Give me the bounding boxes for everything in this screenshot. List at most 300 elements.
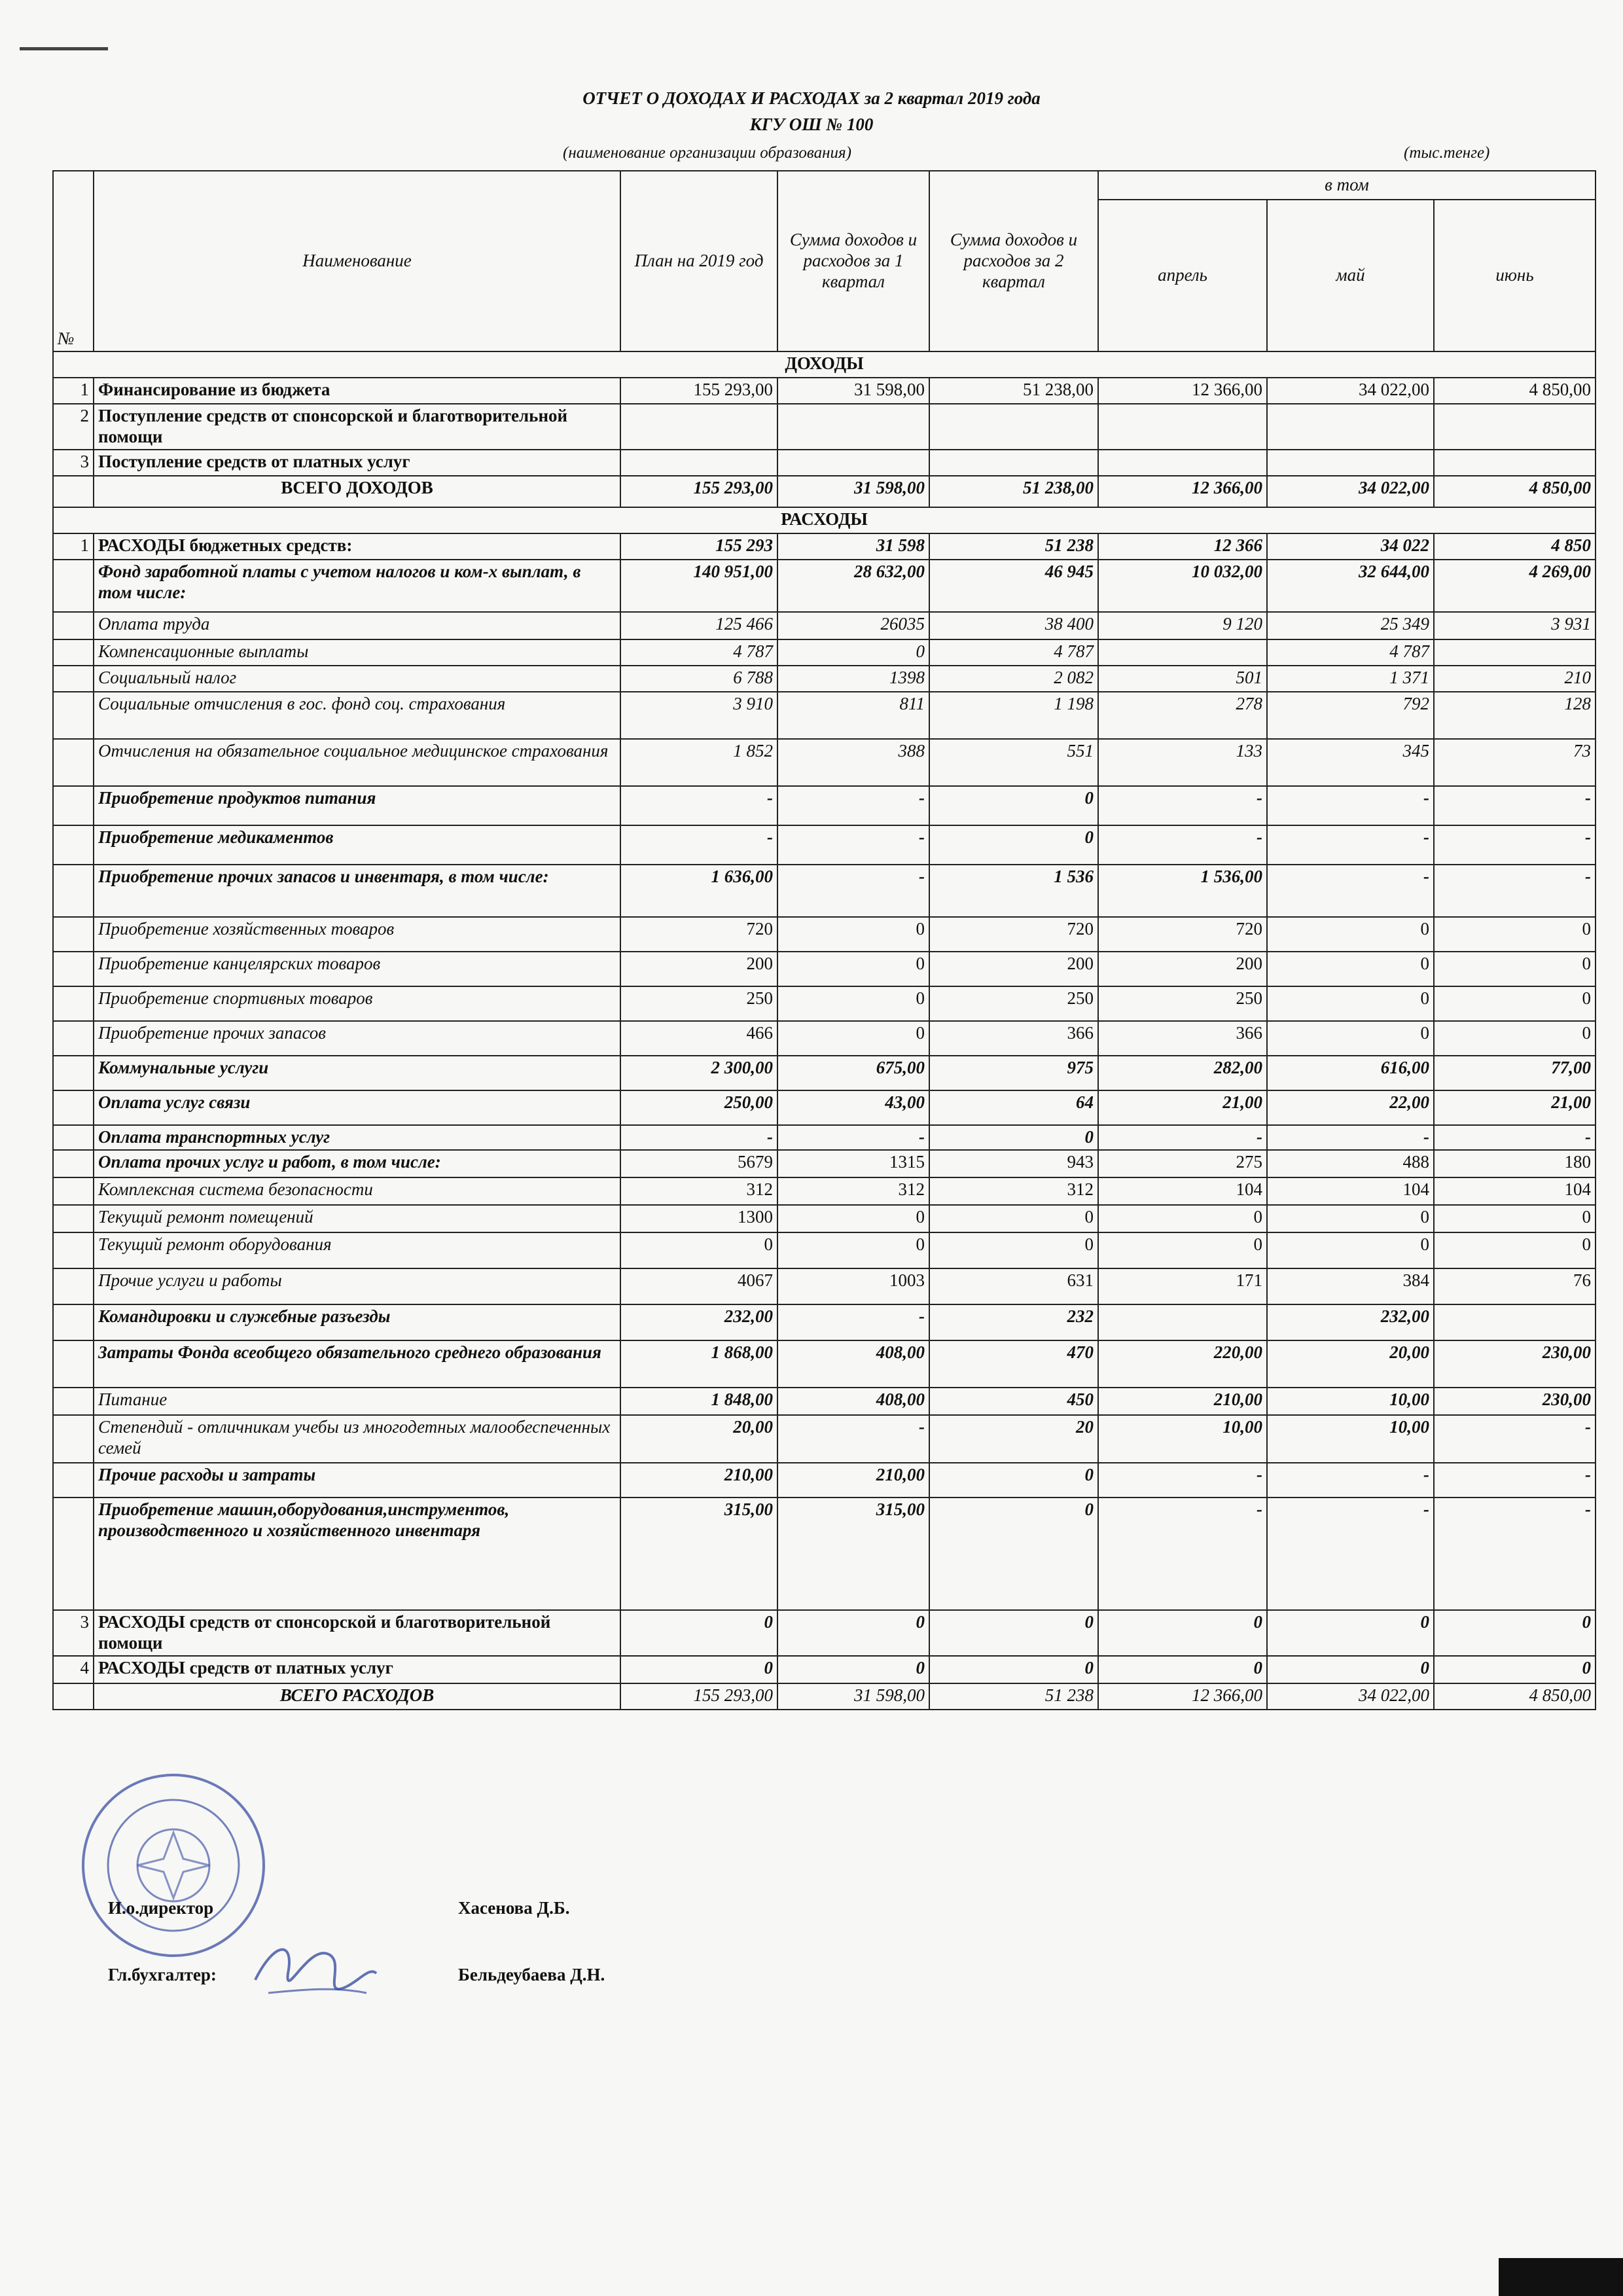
director-label: И.о.директор — [108, 1898, 214, 1918]
cell-m1: 171 — [1098, 1268, 1267, 1304]
cell-q1: 31 598,00 — [777, 378, 929, 404]
table-row — [53, 404, 1596, 450]
column-group: в том — [1098, 171, 1596, 200]
column-name: Наименование — [94, 171, 620, 351]
cell-m1: 12 366,00 — [1098, 476, 1267, 507]
cell-m3: - — [1434, 1415, 1596, 1463]
row-number — [53, 612, 94, 639]
cell-plan: - — [620, 1125, 777, 1150]
cell-m2: - — [1267, 1463, 1434, 1498]
row-name: Комплексная система безопасности — [94, 1177, 620, 1205]
cell-m3: 230,00 — [1434, 1388, 1596, 1415]
row-number — [53, 1232, 94, 1268]
cell-q2: 46 945 — [929, 560, 1098, 612]
cell-plan: 0 — [620, 1232, 777, 1268]
cell-plan — [620, 404, 777, 450]
table-row — [53, 739, 1596, 786]
cell-m2: 22,00 — [1267, 1090, 1434, 1125]
row-name: Фонд заработной платы с учетом налогов и ком-х выплат, в том числе: — [94, 560, 620, 612]
row-number — [53, 1090, 94, 1125]
cell-q1: 1315 — [777, 1150, 929, 1177]
cell-m3: 0 — [1434, 986, 1596, 1021]
cell-plan: 312 — [620, 1177, 777, 1205]
cell-q2: 0 — [929, 1656, 1098, 1683]
cell-m3: 104 — [1434, 1177, 1596, 1205]
cell-m1: 220,00 — [1098, 1340, 1267, 1388]
cell-m3: - — [1434, 825, 1596, 865]
cell-m3: 0 — [1434, 1610, 1596, 1656]
table-row — [53, 1304, 1596, 1340]
row-number — [53, 476, 94, 507]
cell-m2: 0 — [1267, 952, 1434, 986]
row-name: Текущий ремонт помещений — [94, 1205, 620, 1232]
column-q1: Сумма доходов и расходов за 1 квартал — [777, 171, 929, 351]
cell-q1: 31 598 — [777, 533, 929, 560]
cell-q2: 631 — [929, 1268, 1098, 1304]
row-number — [53, 666, 94, 692]
cell-m3: 4 850,00 — [1434, 378, 1596, 404]
cell-q1: - — [777, 1304, 929, 1340]
cell-m1: 104 — [1098, 1177, 1267, 1205]
row-number — [53, 1498, 94, 1610]
cell-m2: 25 349 — [1267, 612, 1434, 639]
table-row — [53, 952, 1596, 986]
cell-plan: 315,00 — [620, 1498, 777, 1610]
row-name: Коммунальные услуги — [94, 1056, 620, 1090]
table-row — [53, 1232, 1596, 1268]
cell-q2: 51 238,00 — [929, 378, 1098, 404]
cell-plan: 125 466 — [620, 612, 777, 639]
cell-q1: 0 — [777, 1610, 929, 1656]
income-total-row — [53, 476, 1596, 507]
cell-m1: 366 — [1098, 1021, 1267, 1056]
cell-m3: 21,00 — [1434, 1090, 1596, 1125]
cell-plan: 5679 — [620, 1150, 777, 1177]
cell-q2: 0 — [929, 825, 1098, 865]
cell-q1: 0 — [777, 1232, 929, 1268]
cell-q2: 2 082 — [929, 666, 1098, 692]
cell-m3: 0 — [1434, 1232, 1596, 1268]
cell-q1: 1003 — [777, 1268, 929, 1304]
table-row — [53, 560, 1596, 612]
cell-q1: 31 598,00 — [777, 1683, 929, 1710]
cell-m3 — [1434, 639, 1596, 666]
signature-scribble — [249, 1928, 380, 2019]
cell-plan: 210,00 — [620, 1463, 777, 1498]
cell-q2: 0 — [929, 1205, 1098, 1232]
cell-plan: 4 787 — [620, 639, 777, 666]
cell-plan: 4067 — [620, 1268, 777, 1304]
cell-plan: 155 293 — [620, 533, 777, 560]
row-name: Текущий ремонт оборудования — [94, 1232, 620, 1268]
cell-q1: 28 632,00 — [777, 560, 929, 612]
cell-m1: 720 — [1098, 917, 1267, 952]
row-name: РАСХОДЫ средств от спонсорской и благотворительной помощи — [94, 1610, 620, 1656]
cell-q1: - — [777, 1415, 929, 1463]
row-name: Оплата транспортных услуг — [94, 1125, 620, 1150]
row-name: РАСХОДЫ средств от платных услуг — [94, 1656, 620, 1683]
cell-plan: 466 — [620, 1021, 777, 1056]
cell-q1: 0 — [777, 917, 929, 952]
table-row — [53, 1498, 1596, 1610]
cell-m2: 0 — [1267, 1232, 1434, 1268]
cell-q1: 312 — [777, 1177, 929, 1205]
cell-q1: 388 — [777, 739, 929, 786]
cell-m2: 345 — [1267, 739, 1434, 786]
cell-plan: 155 293,00 — [620, 476, 777, 507]
row-number: 1 — [53, 533, 94, 560]
cell-m1: 1 536,00 — [1098, 865, 1267, 917]
cell-q1: 43,00 — [777, 1090, 929, 1125]
cell-q2: 470 — [929, 1340, 1098, 1388]
row-name: Приобретение канцелярских товаров — [94, 952, 620, 986]
report-title: ОТЧЕТ О ДОХОДАХ И РАСХОДАХ за 2 квартал 2019 года — [582, 88, 1041, 108]
cell-q2: 366 — [929, 1021, 1098, 1056]
row-number — [53, 1125, 94, 1150]
cell-m1: 200 — [1098, 952, 1267, 986]
row-number — [53, 865, 94, 917]
row-name: Поступление средств от спонсорской и благотворительной помощи — [94, 404, 620, 450]
section-income-label: ДОХОДЫ — [53, 351, 1596, 378]
cell-plan: 155 293,00 — [620, 1683, 777, 1710]
cell-plan: 200 — [620, 952, 777, 986]
cell-q1: 408,00 — [777, 1340, 929, 1388]
table-row — [53, 1150, 1596, 1177]
cell-m2: 0 — [1267, 1610, 1434, 1656]
cell-q1: - — [777, 825, 929, 865]
cell-m2: - — [1267, 1498, 1434, 1610]
row-name: Приобретение медикаментов — [94, 825, 620, 865]
cell-m3: 4 850,00 — [1434, 476, 1596, 507]
column-june: июнь — [1434, 200, 1596, 351]
cell-q2: 720 — [929, 917, 1098, 952]
table-row — [53, 1268, 1596, 1304]
cell-m3 — [1434, 450, 1596, 476]
cell-plan: 1 848,00 — [620, 1388, 777, 1415]
cell-m2: 34 022,00 — [1267, 1683, 1434, 1710]
table-row — [53, 865, 1596, 917]
cell-m3: 4 850 — [1434, 533, 1596, 560]
table-row — [53, 666, 1596, 692]
cell-m1: 250 — [1098, 986, 1267, 1021]
cell-m1: 133 — [1098, 739, 1267, 786]
organization-name: КГУ ОШ № 100 — [749, 115, 874, 134]
cell-q2: 0 — [929, 1125, 1098, 1150]
cell-q2: 0 — [929, 786, 1098, 825]
row-number — [53, 1415, 94, 1463]
cell-m3: - — [1434, 1498, 1596, 1610]
table-row — [53, 612, 1596, 639]
cell-m3: 210 — [1434, 666, 1596, 692]
table-row — [53, 786, 1596, 825]
cell-m2: 4 787 — [1267, 639, 1434, 666]
table-row — [53, 1463, 1596, 1498]
cell-plan: 720 — [620, 917, 777, 952]
cell-plan: 1 868,00 — [620, 1340, 777, 1388]
row-name: Питание — [94, 1388, 620, 1415]
row-name: Оплата прочих услуг и работ, в том числе: — [94, 1150, 620, 1177]
cell-m3: 0 — [1434, 952, 1596, 986]
cell-m3: 128 — [1434, 692, 1596, 739]
column-q2: Сумма доходов и расходов за 2 квартал — [929, 171, 1098, 351]
cell-plan: 2 300,00 — [620, 1056, 777, 1090]
row-number — [53, 1205, 94, 1232]
cell-q2: 0 — [929, 1610, 1098, 1656]
accountant-label: Гл.бухгалтер: — [108, 1965, 217, 1984]
cell-m1: 21,00 — [1098, 1090, 1267, 1125]
column-april: апрель — [1098, 200, 1267, 351]
row-name: Поступление средств от платных услуг — [94, 450, 620, 476]
cell-m2: 0 — [1267, 986, 1434, 1021]
cell-plan: 232,00 — [620, 1304, 777, 1340]
column-may: май — [1267, 200, 1434, 351]
row-name: Приобретение машин,оборудования,инструментов, производственного и хозяйственного инвентаря — [94, 1498, 620, 1610]
cell-q2: 51 238 — [929, 533, 1098, 560]
cell-m1 — [1098, 639, 1267, 666]
cell-q1: 31 598,00 — [777, 476, 929, 507]
cell-q2: 1 198 — [929, 692, 1098, 739]
row-number — [53, 1683, 94, 1710]
table-row — [53, 1340, 1596, 1388]
section-expenses-label: РАСХОДЫ — [53, 507, 1596, 533]
cell-m2: 0 — [1267, 1205, 1434, 1232]
cell-plan: 1 852 — [620, 739, 777, 786]
cell-m1: 501 — [1098, 666, 1267, 692]
cell-plan: - — [620, 786, 777, 825]
cell-m1: - — [1098, 1125, 1267, 1150]
cell-plan: 0 — [620, 1610, 777, 1656]
cell-m3: - — [1434, 1125, 1596, 1150]
row-number — [53, 986, 94, 1021]
row-number — [53, 1340, 94, 1388]
cell-m1: 0 — [1098, 1610, 1267, 1656]
cell-q1: 0 — [777, 1021, 929, 1056]
cell-m3: 0 — [1434, 917, 1596, 952]
cell-m1: - — [1098, 786, 1267, 825]
row-number: 4 — [53, 1656, 94, 1683]
cell-m2: 104 — [1267, 1177, 1434, 1205]
table-row — [53, 692, 1596, 739]
row-name: Социальный налог — [94, 666, 620, 692]
row-name: Командировки и служебные разъезды — [94, 1304, 620, 1340]
cell-q2: 51 238 — [929, 1683, 1098, 1710]
cell-m3: 73 — [1434, 739, 1596, 786]
table-row — [53, 639, 1596, 666]
row-number — [53, 1304, 94, 1340]
row-number — [53, 1177, 94, 1205]
cell-m2: 34 022,00 — [1267, 476, 1434, 507]
row-name: Приобретение хозяйственных товаров — [94, 917, 620, 952]
accountant-name: Бельдеубаева Д.Н. — [458, 1965, 605, 1984]
table-row — [53, 1177, 1596, 1205]
cell-q1 — [777, 404, 929, 450]
table-row — [53, 917, 1596, 952]
row-number: 3 — [53, 450, 94, 476]
row-name: Оплата услуг связи — [94, 1090, 620, 1125]
cell-q2: 943 — [929, 1150, 1098, 1177]
cell-m2: 20,00 — [1267, 1340, 1434, 1388]
cell-q2: 200 — [929, 952, 1098, 986]
cell-m1: - — [1098, 1463, 1267, 1498]
row-number — [53, 692, 94, 739]
cell-q2: 4 787 — [929, 639, 1098, 666]
cell-m2: 0 — [1267, 917, 1434, 952]
cell-m1: 282,00 — [1098, 1056, 1267, 1090]
row-number — [53, 1056, 94, 1090]
cell-m2: 792 — [1267, 692, 1434, 739]
cell-plan: 155 293,00 — [620, 378, 777, 404]
cell-q1: 0 — [777, 952, 929, 986]
cell-m2: - — [1267, 786, 1434, 825]
table-row — [53, 533, 1596, 560]
cell-m3: - — [1434, 786, 1596, 825]
cell-m2: 488 — [1267, 1150, 1434, 1177]
cell-m3 — [1434, 1304, 1596, 1340]
row-name: Степендий - отличникам учебы из многодетных малообеспеченных семей — [94, 1415, 620, 1463]
cell-q2: 0 — [929, 1232, 1098, 1268]
cell-m2: 10,00 — [1267, 1388, 1434, 1415]
section-income — [53, 351, 1596, 378]
cell-q2 — [929, 404, 1098, 450]
cell-q1: 0 — [777, 1656, 929, 1683]
row-name: Социальные отчисления в гос. фонд соц. страхования — [94, 692, 620, 739]
cell-m2: - — [1267, 1125, 1434, 1150]
row-number — [53, 917, 94, 952]
cell-q2: 312 — [929, 1177, 1098, 1205]
cell-m1: - — [1098, 1498, 1267, 1610]
cell-m2 — [1267, 450, 1434, 476]
row-number — [53, 1268, 94, 1304]
row-number — [53, 1150, 94, 1177]
column-plan: План на 2019 год — [620, 171, 777, 351]
cell-q2: 232 — [929, 1304, 1098, 1340]
cell-m1: 0 — [1098, 1656, 1267, 1683]
cell-m2: 1 371 — [1267, 666, 1434, 692]
cell-m2: 34 022 — [1267, 533, 1434, 560]
cell-m1: 9 120 — [1098, 612, 1267, 639]
cell-plan: 0 — [620, 1656, 777, 1683]
row-name: Приобретение продуктов питания — [94, 786, 620, 825]
cell-plan: 3 910 — [620, 692, 777, 739]
table-row — [53, 825, 1596, 865]
cell-m1: 12 366 — [1098, 533, 1267, 560]
cell-m3: 76 — [1434, 1268, 1596, 1304]
row-name: Прочие расходы и затраты — [94, 1463, 620, 1498]
cell-q1: 26035 — [777, 612, 929, 639]
cell-m2: 384 — [1267, 1268, 1434, 1304]
cell-q1: 408,00 — [777, 1388, 929, 1415]
cell-plan: 20,00 — [620, 1415, 777, 1463]
column-no: № — [53, 171, 94, 351]
row-name: Приобретение спортивных товаров — [94, 986, 620, 1021]
cell-q2: 1 536 — [929, 865, 1098, 917]
row-number — [53, 1463, 94, 1498]
cell-m3: 230,00 — [1434, 1340, 1596, 1388]
table-row — [53, 1090, 1596, 1125]
cell-m2: 0 — [1267, 1656, 1434, 1683]
cell-m3: 0 — [1434, 1656, 1596, 1683]
cell-plan: 1300 — [620, 1205, 777, 1232]
row-number: 2 — [53, 404, 94, 450]
row-name: Затраты Фонда всеобщего обязательного среднего образования — [94, 1340, 620, 1388]
cell-q1: 811 — [777, 692, 929, 739]
cell-m2: 232,00 — [1267, 1304, 1434, 1340]
cell-m1: 12 366,00 — [1098, 378, 1267, 404]
section-expenses — [53, 507, 1596, 533]
cell-q1: 1398 — [777, 666, 929, 692]
expense-total-row — [53, 1683, 1596, 1710]
table-header — [53, 171, 1596, 351]
cell-q2: 450 — [929, 1388, 1098, 1415]
row-number — [53, 786, 94, 825]
table-row — [53, 1656, 1596, 1683]
cell-m3: - — [1434, 1463, 1596, 1498]
cell-m1: 10 032,00 — [1098, 560, 1267, 612]
table-row — [53, 1021, 1596, 1056]
cell-m3: 4 269,00 — [1434, 560, 1596, 612]
cell-plan: 1 636,00 — [620, 865, 777, 917]
cell-m3: 0 — [1434, 1021, 1596, 1056]
table-row — [53, 1125, 1596, 1150]
cell-q2: 551 — [929, 739, 1098, 786]
director-name: Хасенова Д.Б. — [458, 1898, 570, 1918]
cell-plan — [620, 450, 777, 476]
cell-m2: 10,00 — [1267, 1415, 1434, 1463]
cell-m1 — [1098, 404, 1267, 450]
cell-m3: 3 931 — [1434, 612, 1596, 639]
row-name: Компенсационные выплаты — [94, 639, 620, 666]
cell-q2: 64 — [929, 1090, 1098, 1125]
cell-m3: - — [1434, 865, 1596, 917]
cell-m3: 180 — [1434, 1150, 1596, 1177]
table-body — [53, 351, 1596, 1710]
cell-q1: - — [777, 786, 929, 825]
cell-q1: 0 — [777, 1205, 929, 1232]
cell-q2: 250 — [929, 986, 1098, 1021]
row-number — [53, 1388, 94, 1415]
row-name: РАСХОДЫ бюджетных средств: — [94, 533, 620, 560]
cell-m3 — [1434, 404, 1596, 450]
cell-m1: 0 — [1098, 1205, 1267, 1232]
row-number — [53, 1021, 94, 1056]
table-row — [53, 986, 1596, 1021]
row-name: ВСЕГО РАСХОДОВ — [94, 1683, 620, 1710]
row-name: Приобретение прочих запасов и инвентаря, в том числе: — [94, 865, 620, 917]
cell-q2: 51 238,00 — [929, 476, 1098, 507]
cell-plan: 250,00 — [620, 1090, 777, 1125]
cell-m3: 77,00 — [1434, 1056, 1596, 1090]
cell-q1: 0 — [777, 639, 929, 666]
cell-m3: 4 850,00 — [1434, 1683, 1596, 1710]
cell-m1: 210,00 — [1098, 1388, 1267, 1415]
cell-m2: 32 644,00 — [1267, 560, 1434, 612]
cell-m1: 10,00 — [1098, 1415, 1267, 1463]
cell-m2 — [1267, 404, 1434, 450]
scan-corner-mark — [1499, 2258, 1623, 2296]
row-number: 3 — [53, 1610, 94, 1656]
report-table — [52, 170, 1596, 1710]
row-number — [53, 560, 94, 612]
row-name: ВСЕГО ДОХОДОВ — [94, 476, 620, 507]
cell-q2: 0 — [929, 1463, 1098, 1498]
cell-q1: 315,00 — [777, 1498, 929, 1610]
row-name: Отчисления на обязательное социальное медицинское страхования — [94, 739, 620, 786]
cell-q1: - — [777, 1125, 929, 1150]
cell-plan: 6 788 — [620, 666, 777, 692]
cell-m2: - — [1267, 825, 1434, 865]
row-name: Прочие услуги и работы — [94, 1268, 620, 1304]
row-name: Финансирование из бюджета — [94, 378, 620, 404]
